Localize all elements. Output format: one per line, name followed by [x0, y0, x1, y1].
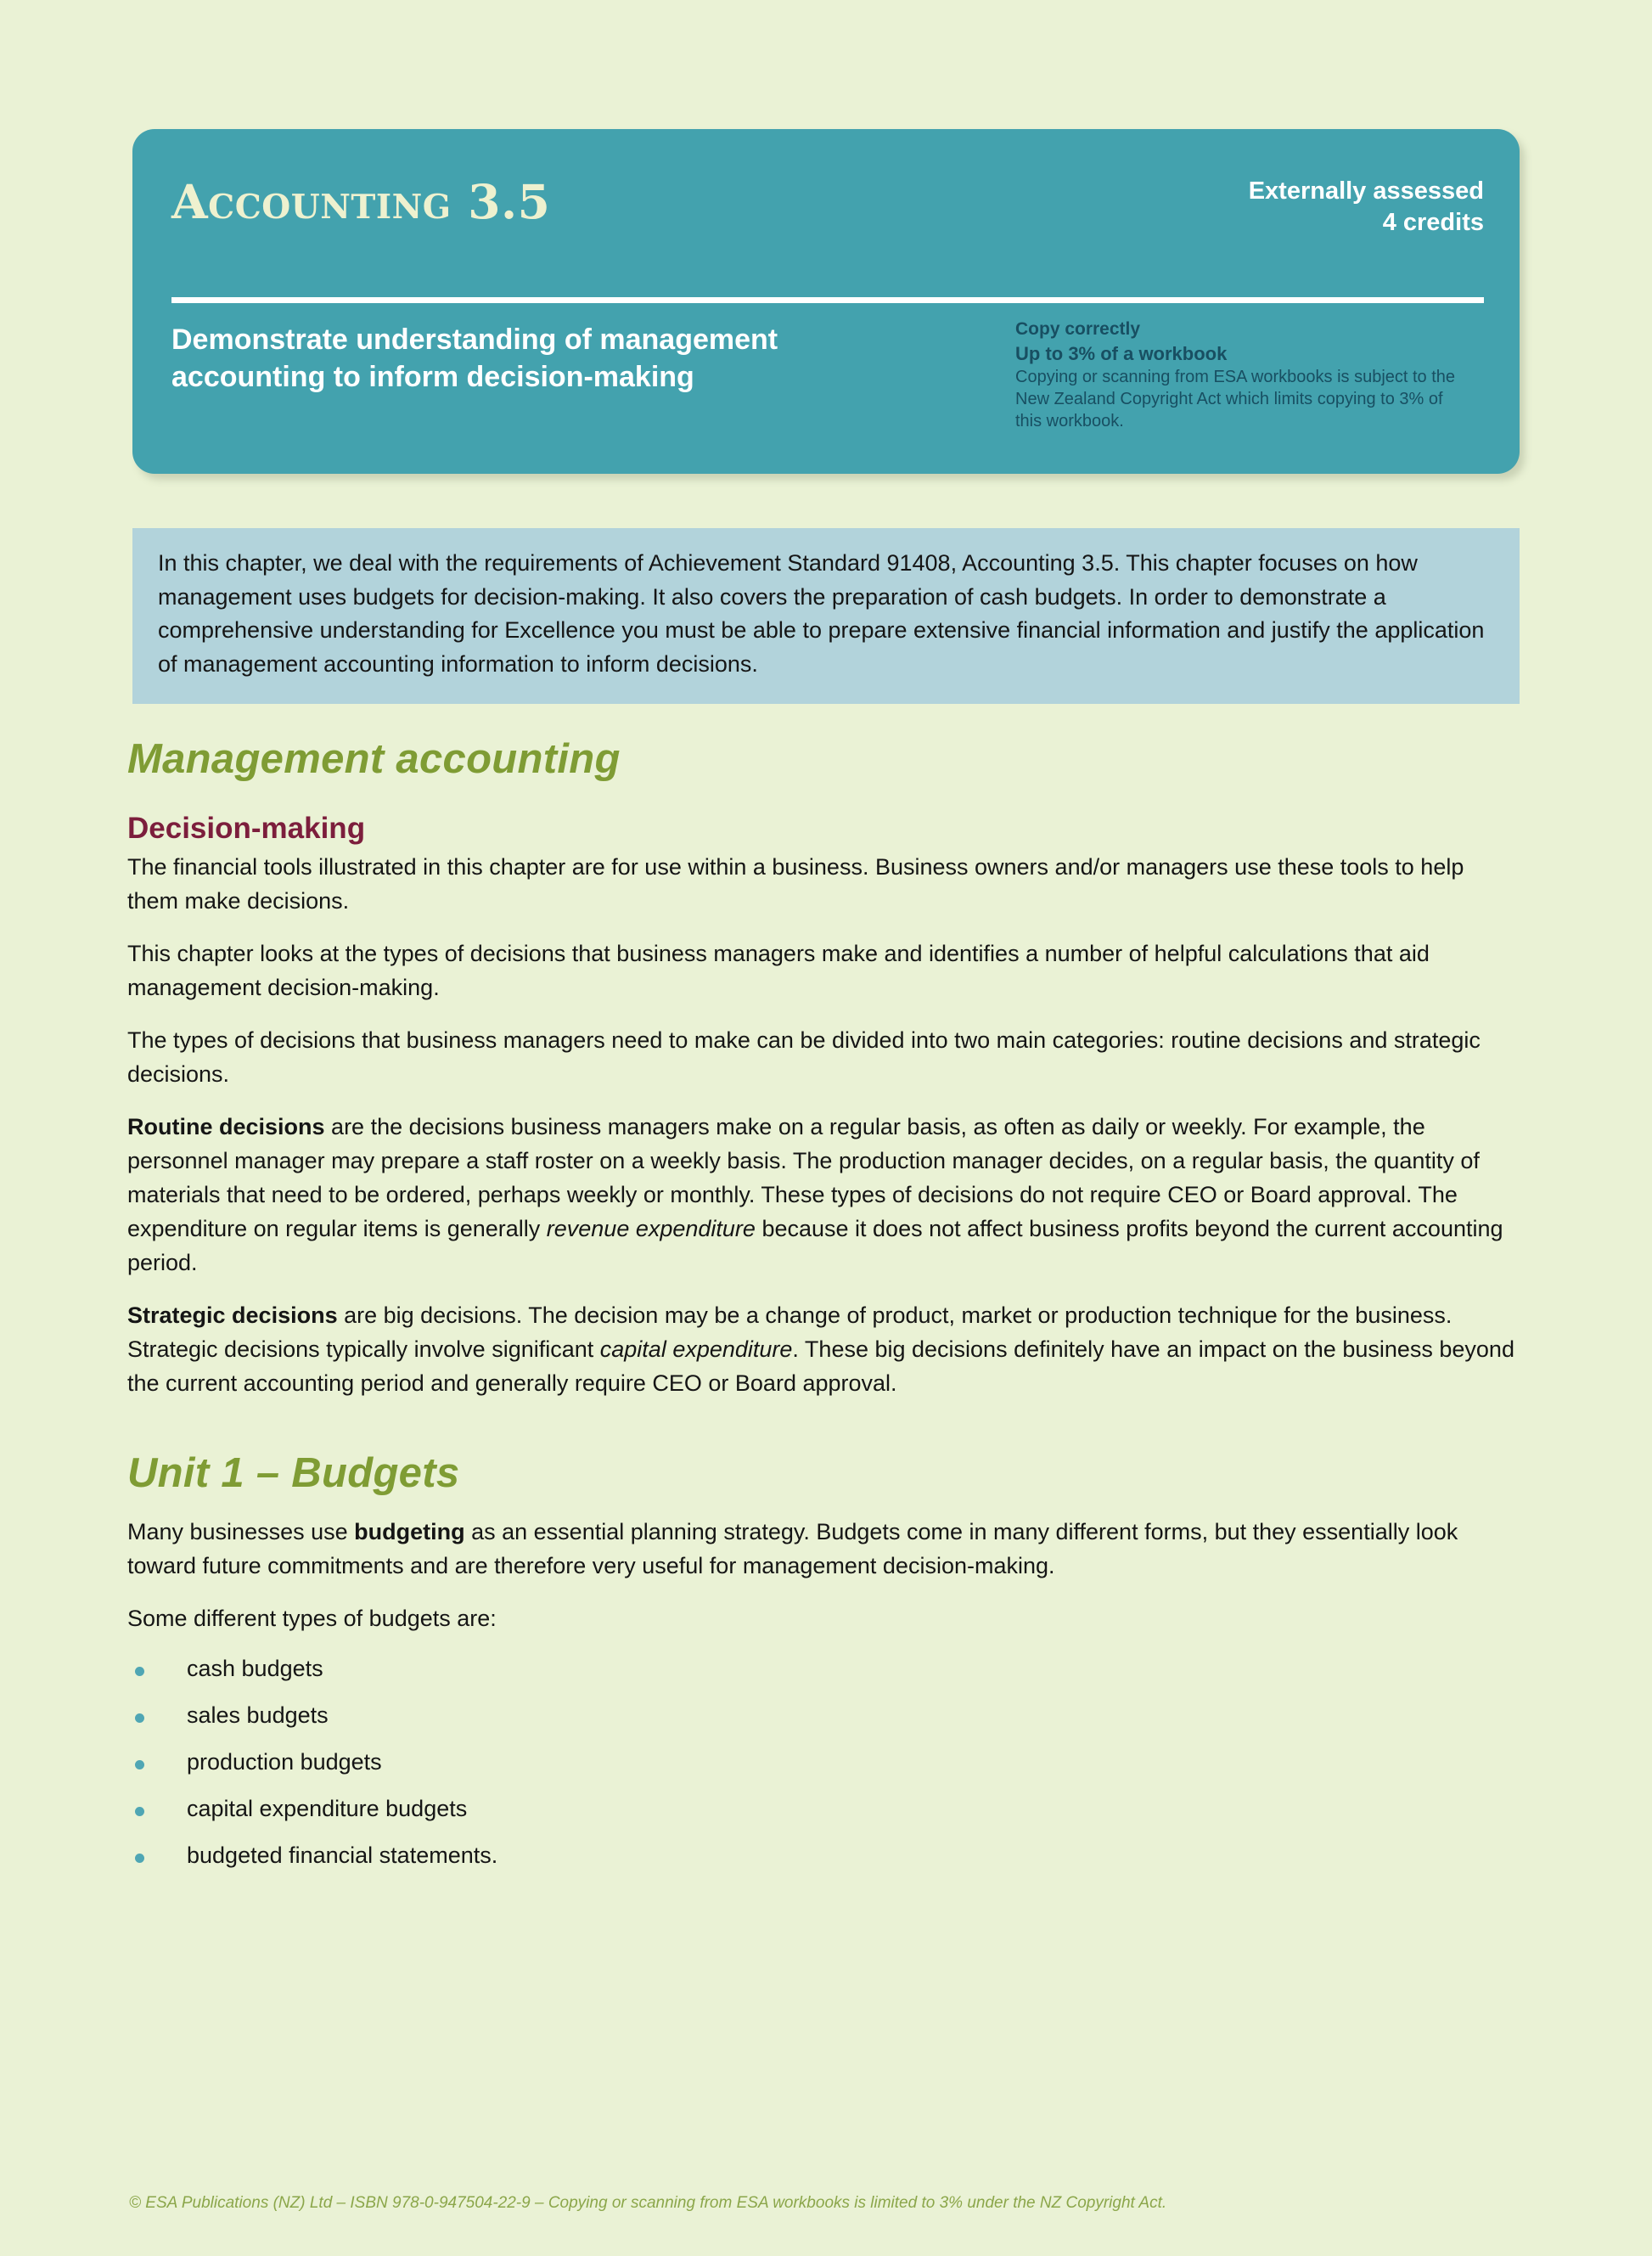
- list-item-label: cash budgets: [187, 1656, 323, 1682]
- routine-text-part-b: because it does not affect business profits beyond the current accounting period.: [127, 1215, 1503, 1275]
- subheading-decision-making: Decision-making: [127, 811, 366, 845]
- list-item: [127, 1795, 1520, 1823]
- list-item: [127, 1842, 1520, 1870]
- paragraph-budgeting-intro: [127, 1516, 1520, 1584]
- bullet-dot-icon: [135, 1760, 144, 1769]
- budgeting-text-part-b: as an essential planning strategy. Budgets come in many different forms, but they essentially look toward future commitments and are therefore very useful for management decision-making.: [127, 1519, 1458, 1579]
- paragraph-decision-categories: The types of decisions that business managers need to make can be divided into two main categories: routine decisions and strategic decisions.: [127, 1027, 1481, 1087]
- term-routine-decisions: Routine decisions: [127, 1113, 325, 1139]
- main-content: [127, 737, 1520, 1888]
- strategic-text-part-a: are big decisions. The decision may be a change of product, market or production technique for the business. Strategic decisions typically involve significant: [127, 1302, 1453, 1362]
- paragraph-budget-list-intro: Some different types of budgets are:: [127, 1606, 497, 1632]
- banner-top-row: [132, 129, 1520, 290]
- bullet-dot-icon: [135, 1667, 144, 1676]
- assessment-type: Externally assessed: [1248, 177, 1484, 205]
- term-budgeting: budgeting: [354, 1519, 465, 1545]
- credits-value: 4 credits: [1382, 209, 1484, 237]
- strategic-text-part-b: . These big decisions definitely have an impact on the business beyond the current accounting period and generally require CEO or Board approval.: [127, 1336, 1514, 1396]
- paragraph-strategic-decisions: [127, 1299, 1520, 1401]
- chapter-intro-box: [132, 528, 1520, 704]
- budgeting-text-part-a: Many businesses use: [127, 1519, 355, 1545]
- achievement-statement: Demonstrate understanding of management accounting to inform decision-making: [171, 323, 778, 394]
- chapter-intro-text: In this chapter, we deal with the requirements of Achievement Standard 91408, Accounting 3.5. This chapter focuses on how management uses budgets for decision-making. It also covers the preparation of cash budgets. In order to demonstrate a comprehensive understanding for Excellence you must be able to prepare extensive financial information and justify the application of management accounting information to inform decisions.: [158, 550, 1485, 678]
- banner-bottom-row: [132, 311, 1520, 474]
- assessment-info: [1249, 176, 1484, 239]
- paragraph-financial-tools: The financial tools illustrated in this chapter are for use within a business. Business owners and/or managers use these tools to help them make decisions.: [127, 854, 1464, 914]
- bullet-dot-icon: [135, 1713, 144, 1723]
- copy-notice-title: Copy correctly: [1015, 319, 1141, 339]
- standard-title: Accounting 3.5: [171, 174, 551, 229]
- list-item: [127, 1655, 1520, 1683]
- paragraph-routine-decisions: [127, 1111, 1520, 1280]
- copy-notice-subtitle: Up to 3% of a workbook: [1015, 342, 1228, 364]
- copy-correctly-notice: [1015, 318, 1474, 432]
- list-item-label: production budgets: [187, 1749, 382, 1775]
- heading-spacer: [127, 1497, 1520, 1516]
- section-heading-unit-1-budgets: Unit 1 – Budgets: [127, 1450, 460, 1497]
- section-heading-management-accounting: Management accounting: [127, 736, 621, 782]
- list-item-label: capital expenditure budgets: [187, 1796, 468, 1822]
- banner-divider: [171, 297, 1484, 303]
- list-item: [127, 1748, 1520, 1776]
- term-capital-expenditure: capital expenditure: [599, 1336, 793, 1362]
- term-revenue-expenditure: revenue expenditure: [546, 1215, 756, 1241]
- page-footer-copyright: © ESA Publications (NZ) Ltd – ISBN 978-0-947504-22-9 – Copying or scanning from ESA workbooks is limited to 3% under the NZ Copyright Act.: [129, 2194, 1167, 2212]
- list-item-label: budgeted financial statements.: [187, 1842, 498, 1868]
- paragraph-chapter-scope: This chapter looks at the types of decisions that business managers make and identifies a number of helpful calculations that aid management decision-making.: [127, 941, 1430, 1000]
- bullet-dot-icon: [135, 1807, 144, 1816]
- budget-types-list: [127, 1655, 1520, 1870]
- list-item: [127, 1702, 1520, 1730]
- bullet-dot-icon: [135, 1854, 144, 1863]
- section-spacer: [127, 1419, 1520, 1451]
- standard-banner: [132, 129, 1520, 474]
- term-strategic-decisions: Strategic decisions: [127, 1302, 338, 1328]
- copy-notice-body: Copying or scanning from ESA workbooks is subject to the New Zealand Copyright Act which limits copying to 3% of this workbook.: [1015, 368, 1456, 431]
- list-item-label: sales budgets: [187, 1702, 329, 1729]
- routine-text-part-a: are the decisions business managers make on a regular basis, as often as daily or weekly. For example, the personnel manager may prepare a staff roster on a weekly basis. The production manager decides, on a regular basis, the quantity of materials that need to be ordered, perhaps weekly or monthly. These types of decisions do not require CEO or Board approval. The expenditure on regular items is generally: [127, 1113, 1480, 1241]
